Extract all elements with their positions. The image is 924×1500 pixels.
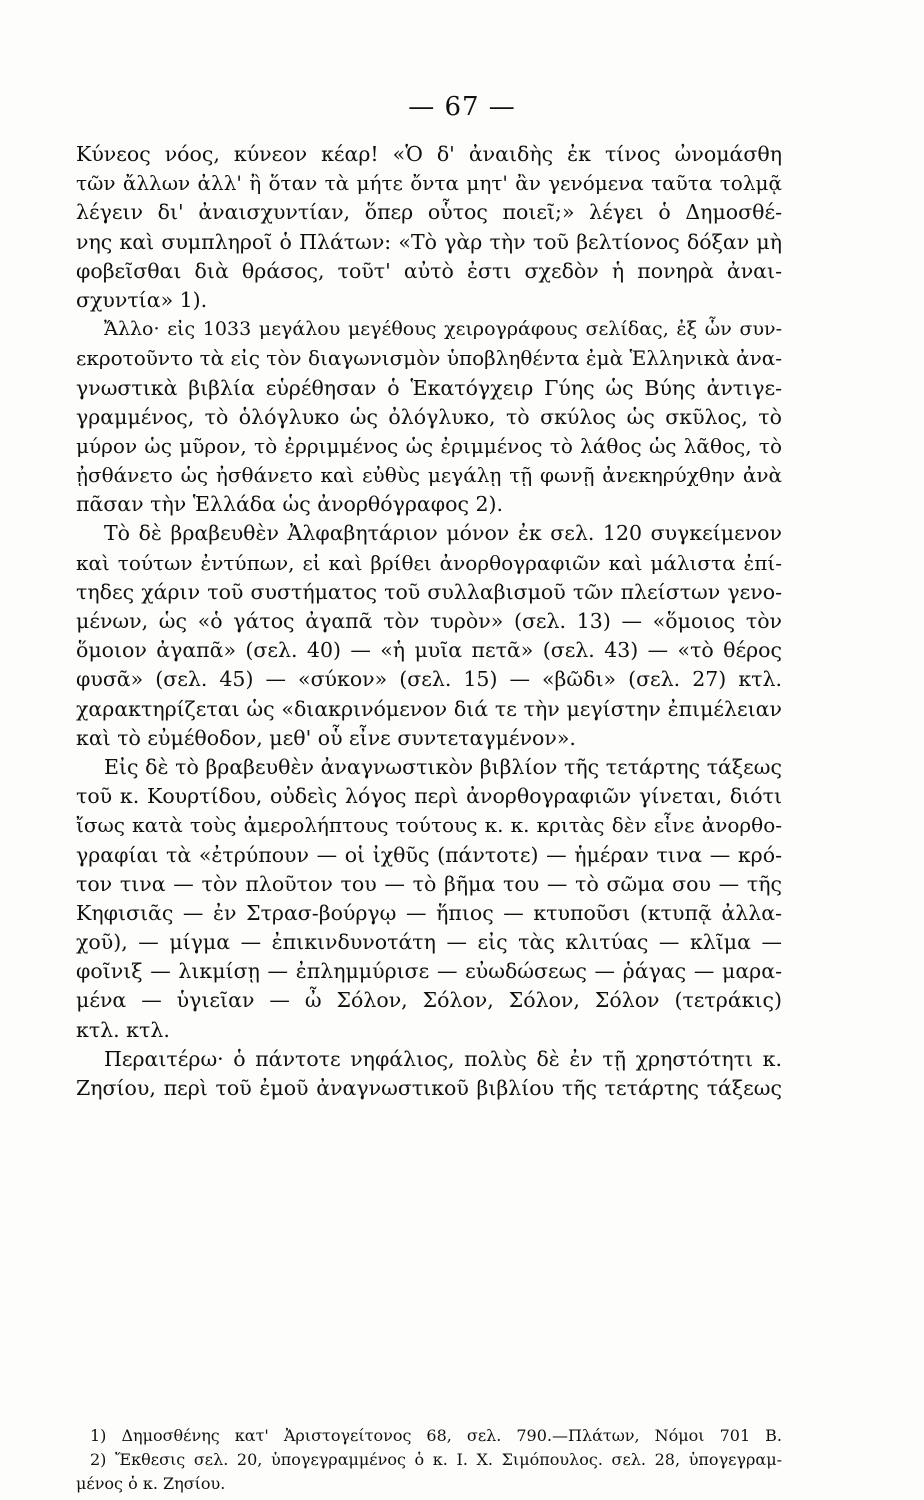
text-line: τηδες χάριν τοῦ συστήματος τοῦ συλλαβισμοῦ τῶν πλείστων γενο- <box>76 579 782 604</box>
text-line: χοῦ), — μίγμα — ἐπικινδυνοτάτη — εἰς τὰς κλιτύας — κλῖμα — <box>76 930 782 955</box>
text-line: μύρον ὡς μῦρον, τὸ ἐρριμμένος ὡς ἐριμμένος τὸ λάθος ὡς λᾶθος, τὸ <box>76 433 782 458</box>
text-line: μένα — ὑγιεῖαν — ὦ Σόλον, Σόλον, Σόλον, Σόλον (τετράκις) <box>76 988 782 1013</box>
page-number: — 67 — <box>408 92 516 122</box>
text-line: Τὸ δὲ βραβευθὲν Ἀλφαβητάριον μόνον ἐκ σελ. 120 συγκείμενον <box>104 521 782 546</box>
text-line: χαρακτηρίζεται ὡς «διακρινόμενον διά τε τὴν μεγίστην ἐπιμέλειαν <box>76 696 782 721</box>
text-line: γραφίαι τὰ «ἐτρύπουν — οἱ ἰχθῦς (πάντοτε) — ἡμέραν τινα — κρό- <box>76 842 782 867</box>
text-line: εκροτοῦντο τὰ εἰς τὸν διαγωνισμὸν ὑποβληθέντα ἐμὰ Ἑλληνικὰ ἀνα- <box>76 346 782 371</box>
footnote-line: 1) Δημοσθένης κατ' Ἀριστογείτονος 68, σελ. 790.—Πλάτων, Νόμοι 701 Β. <box>90 1426 782 1445</box>
footnotes <box>76 1424 782 1496</box>
text-line: νης καὶ συμπληροῖ ὁ Πλάτων: «Τὸ γὰρ τὴν τοῦ βελτίονος δόξαν μὴ <box>76 229 782 254</box>
text-line: Περαιτέρω· ὁ πάντοτε νηφάλιος, πολὺς δὲ ἐν τῇ χρηστότητι κ. <box>104 1046 782 1071</box>
text-line: τῶν ἄλλων ἀλλ' ἢ ὅταν τὰ μήτε ὄντα μητ' ἂν γενόμενα ταῦτα τολμᾷ <box>76 171 782 196</box>
text-line: τοῦ κ. Κουρτίδου, οὐδεὶς λόγος περὶ ἀνορθογραφιῶν γίνεται, διότι <box>76 784 782 809</box>
text-line: τον τινα — τὸν πλοῦτον του — τὸ βῆμα του — τὸ σῶμα σου — τῆς <box>76 871 782 896</box>
text-line: Εἰς δὲ τὸ βραβευθὲν ἀναγνωστικὸν βιβλίον τῆς τετάρτης τάξεως <box>104 754 782 779</box>
text-line: Ἄλλο· εἰς 1033 μεγάλου μεγέθους χειρογράφους σελίδας, ἐξ ὧν συν- <box>104 318 782 341</box>
text-line: ὅμοιον ἀγαπᾶ» (σελ. 40) — «ἡ μυῖα πετᾶ» (σελ. 43) — «τὸ θέρος <box>76 638 782 663</box>
text-line: φυσᾶ» (σελ. 45) — «σύκον» (σελ. 15) — «βῶδι» (σελ. 27) κτλ. <box>76 667 782 692</box>
text-line: φοῖνιξ — λικμίσῃ — ἐπλημμύρισε — εὐωδώσεως — ῥάγας — μαρα- <box>76 959 782 984</box>
text-line: μένων, ὡς «ὁ γάτος ἀγαπᾶ τὸν τυρὸν» (σελ. 13) — «ὅμοιος τὸν <box>76 609 782 633</box>
body-text <box>76 140 782 1103</box>
text-line: φοβεῖσθαι διὰ θράσος, τοῦτ' αὐτὸ ἐστι σχεδὸν ἡ πονηρὰ ἀναι- <box>76 258 782 283</box>
text-line: Κηφισιᾶς — ἐν Στρασ-βούργῳ — ἥπιος — κτυποῦσι (κτυπᾷ ἀλλα- <box>76 900 782 925</box>
footnote-line: 2) Ἔκθεσις σελ. 20, ὑπογεγραμμένος ὁ κ. Ι. Χ. Σιμόπουλος. σελ. 28, ὑπογεγραμ- <box>90 1450 782 1469</box>
text-line: γνωστικὰ βιβλία εὑρέθησαν ὁ Ἑκατόγχειρ Γύης ὡς Βύης ἀντιγε- <box>76 375 782 400</box>
text-line: καὶ τὸ εὐμέθοδον, μεθ' οὗ εἶνε συντεταγμένον». <box>76 725 576 750</box>
text-line: Κύνεος νόος, κύνεον κέαρ! «Ὁ δ' ἀναιδὴς ἐκ τίνος ὠνομάσθη <box>76 142 782 166</box>
text-line: γραμμένος, τὸ ὁλόγλυκο ὡς ὀλόγλυκο, τὸ σκύλος ὡς σκῦλος, τὸ <box>76 404 782 429</box>
text-line: ἴσως κατὰ τοὺς ἀμερολήπτους τούτους κ. κ. κριτὰς δὲν εἶνε ἀνορθο- <box>76 813 782 838</box>
text-line: σχυντία» 1). <box>76 287 208 312</box>
text-line: καὶ τούτων ἐντύπων, εἰ καὶ βρίθει ἀνορθογραφιῶν καὶ μάλιστα ἐπί- <box>76 550 782 575</box>
text-line: Ζησίου, περὶ τοῦ ἐμοῦ ἀναγνωστικοῦ βιβλίου τῆς τετάρτης τάξεως <box>76 1076 782 1100</box>
text-line: ᾐσθάνετο ὡς ἠσθάνετο καὶ εὐθὺς μεγάλῃ τῇ φωνῇ ἀνεκηρύχθην ἀνὰ <box>76 463 782 488</box>
footnote-line: μένος ὁ κ. Ζησίου. <box>76 1474 226 1493</box>
text-line: λέγειν δι' ἀναισχυντίαν, ὅπερ οὗτος ποιεῖ;» λέγει ὁ Δημοσθέ- <box>76 200 782 225</box>
text-line: πᾶσαν τὴν Ἑλλάδα ὡς ἀνορθόγραφος 2). <box>76 492 504 517</box>
text-line: κτλ. κτλ. <box>76 1017 170 1042</box>
